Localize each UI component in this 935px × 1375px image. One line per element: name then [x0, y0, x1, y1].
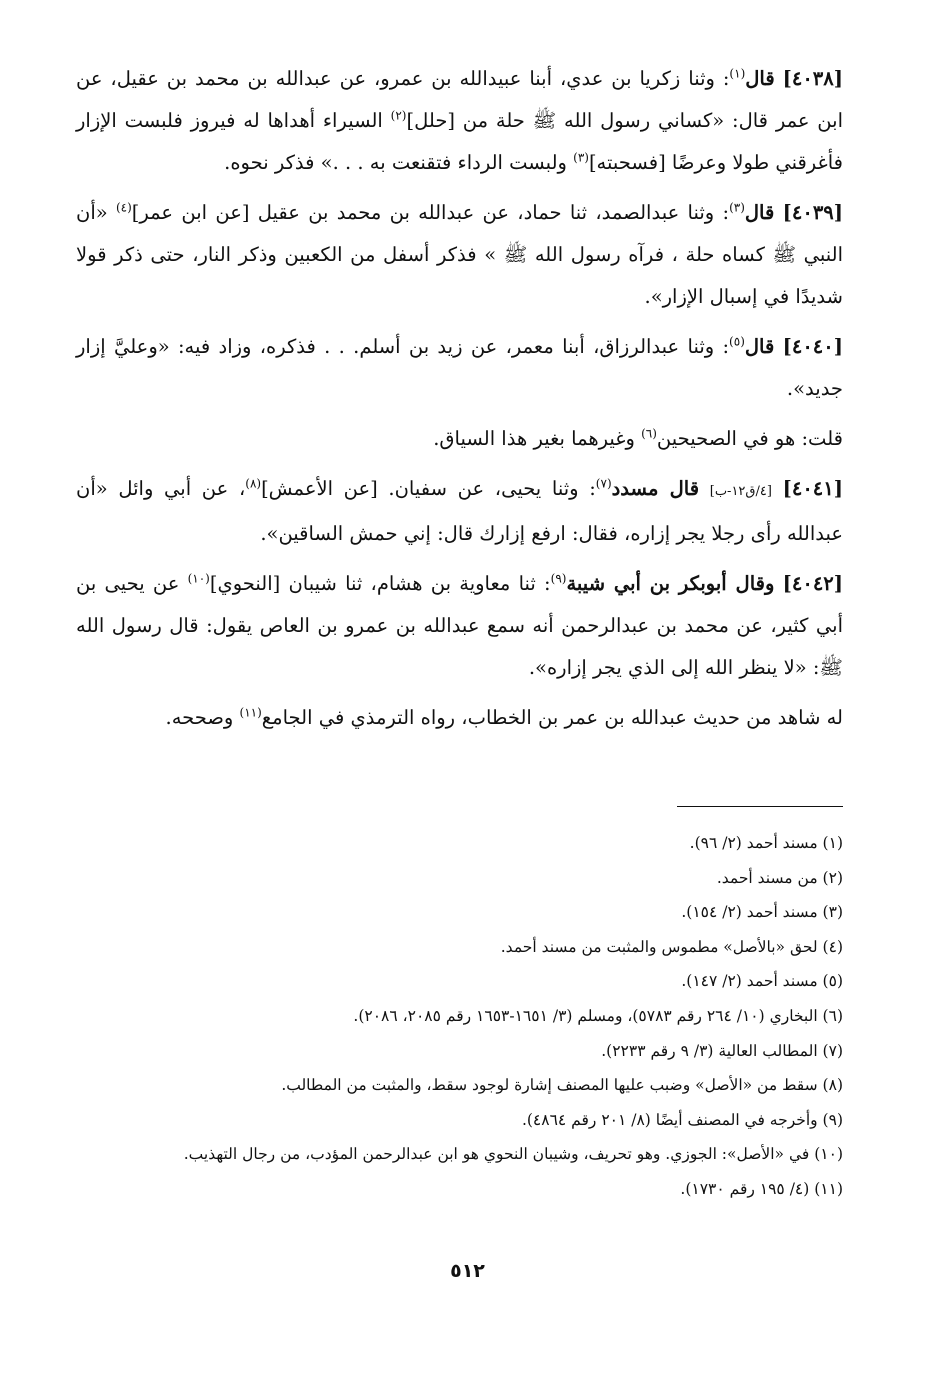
hadith-number: [٤٠٤٠] — [782, 335, 843, 358]
footnote-ref[interactable]: (٢) — [390, 108, 407, 123]
footnote: (٣) مسند أحمد (٢/ ١٥٤). — [681, 903, 843, 922]
narrator-label: وقال أبوبكر بن أبي شيبة — [566, 572, 775, 595]
hadith-text: ، عن أبي وائل «أن عبدالله رأى رجلا يجر إزاره، فقال: ارفع إزارك قال: إني حمش الساقين». — [76, 477, 843, 545]
main-text — [76, 58, 843, 747]
footnote: (٤) لحق «بالأصل» مطموس والمثبت من مسند أحمد. — [500, 937, 843, 956]
footnote: (١١) (٤/ ١٩٥ رقم ١٧٣٠). — [680, 1179, 843, 1198]
footnote: (٧) المطالب العالية (٣/ ٩ رقم ٢٢٣٣). — [601, 1041, 843, 1060]
footnote: (١) مسند أحمد (٢/ ٩٦). — [689, 834, 843, 852]
footnote-separator — [677, 806, 843, 807]
narrator-label: قال — [745, 67, 775, 90]
footnote-ref[interactable]: (٣) — [573, 150, 589, 165]
commentary-text: وصححه. — [165, 706, 240, 729]
footnote-ref[interactable]: (١١) — [239, 705, 262, 720]
hadith-number: [٤٠٣٨] — [782, 67, 843, 90]
footnote-ref[interactable]: (٤) — [115, 200, 132, 215]
footnote: (٢) من مسند أحمد. — [716, 868, 843, 887]
hadith-text: السيراء أهداها له فيروز فلبست الإزار فأغرقني طولا وعرضًا [فسحبته] — [76, 109, 843, 174]
footnote: (٥) مسند أحمد (٢/ ١٤٧). — [681, 972, 843, 991]
footnote: (٩) وأخرجه في المصنف أيضًا (٨/ ٢٠١ رقم ٤٨٦٤). — [521, 1110, 843, 1129]
commentary-text: له شاهد من حديث عبدالله بن عمر بن الخطاب، رواه الترمذي في الجامع — [261, 706, 843, 729]
hadith-4039 — [76, 192, 843, 318]
footnote-ref[interactable]: (١٠) — [187, 571, 210, 586]
narrator-label: قال — [744, 201, 775, 224]
narrator-label: قال — [744, 335, 775, 358]
page-number: ٥١٢ — [450, 1260, 485, 1282]
hadith-4041 — [76, 468, 843, 555]
commentary-text: قلت: هو في الصحيحين — [656, 427, 843, 450]
narrator-label: قال مسدد — [611, 477, 700, 500]
hadith-text: عن يحيى بن أبي كثير، عن محمد بن عبدالرحمن أنه سمع عبدالله بن عمرو بن العاص يقول: قال رسول الله ﷺ: «لا ينظر الله إلى الذي يجر إزاره». — [76, 572, 843, 679]
footnote-ref[interactable]: (١) — [729, 66, 746, 81]
footnote-ref[interactable]: (٣) — [729, 200, 745, 215]
hadith-4038 — [76, 58, 843, 184]
hadith-text: : وثنا عبدالرزاق، أبنا معمر، عن زيد بن أسلم. . . فذكره، وزاد فيه: «وعليَّ إزار جديد». — [76, 335, 843, 400]
hadith-text: «أن النبي ﷺ كساه حلة ، فرآه رسول الله ﷺ » فذكر أسفل من الكعبين وذكر النار، حتى ذكر قولا شديدًا في إسبال الإزار». — [76, 201, 843, 308]
commentary — [76, 418, 843, 460]
hadith-4042 — [76, 563, 843, 689]
commentary-text: وغيرهما بغير هذا السياق. — [433, 427, 642, 450]
hadith-4040 — [76, 326, 843, 410]
hadith-text: : وثنا زكريا بن عدي، أبنا عبيدالله بن عمرو، عن عبدالله بن محمد بن عقيل، عن ابن عمر قال: «كساني رسول الله ﷺ حلة من [حلل] — [76, 67, 843, 132]
hadith-number: [٤٠٤١] — [782, 477, 843, 500]
footnote: (٦) البخاري (١٠/ ٢٦٤ رقم ٥٧٨٣)، ومسلم (٣/ ١٦٥١-١٦٥٣ رقم ٢٠٨٥، ٢٠٨٦). — [353, 1006, 843, 1025]
hadith-text: ولبست الرداء فتقنعت به . . .» فذكر نحوه. — [224, 151, 574, 174]
footnote-ref[interactable]: (٨) — [245, 476, 262, 491]
hadith-number: [٤٠٤٢] — [782, 572, 844, 595]
manuscript-ref: [٤/ق١٢-ب] — [709, 484, 772, 499]
footnote-ref[interactable]: (٧) — [595, 476, 612, 491]
hadith-text: : ثنا معاوية بن هشام، ثنا شيبان [النحوي] — [209, 572, 551, 595]
hadith-text: : وثنا عبدالصمد، ثنا حماد، عن عبدالله بن محمد بن عقيل [عن ابن عمر] — [131, 201, 730, 224]
footnote-ref[interactable]: (٦) — [641, 426, 657, 441]
hadith-number: [٤٠٣٩] — [782, 201, 844, 224]
footnote-ref[interactable]: (٥) — [729, 334, 745, 349]
footnote: (١٠) في «الأصل»: الجوزي. وهو تحريف، وشيبان النحوي هو ابن عبدالرحمن المؤدب، من رجال التهذيب. — [183, 1145, 843, 1164]
footnotes — [76, 826, 843, 1207]
hadith-text: : وثنا يحيى، عن سفيان. [عن الأعمش] — [261, 477, 596, 500]
footnote: (٨) سقط من «الأصل» وضبب عليها المصنف إشارة لوجود سقط، والمثبت من المطالب. — [281, 1076, 843, 1095]
commentary — [76, 697, 843, 739]
footnote-ref[interactable]: (٩) — [550, 571, 567, 586]
